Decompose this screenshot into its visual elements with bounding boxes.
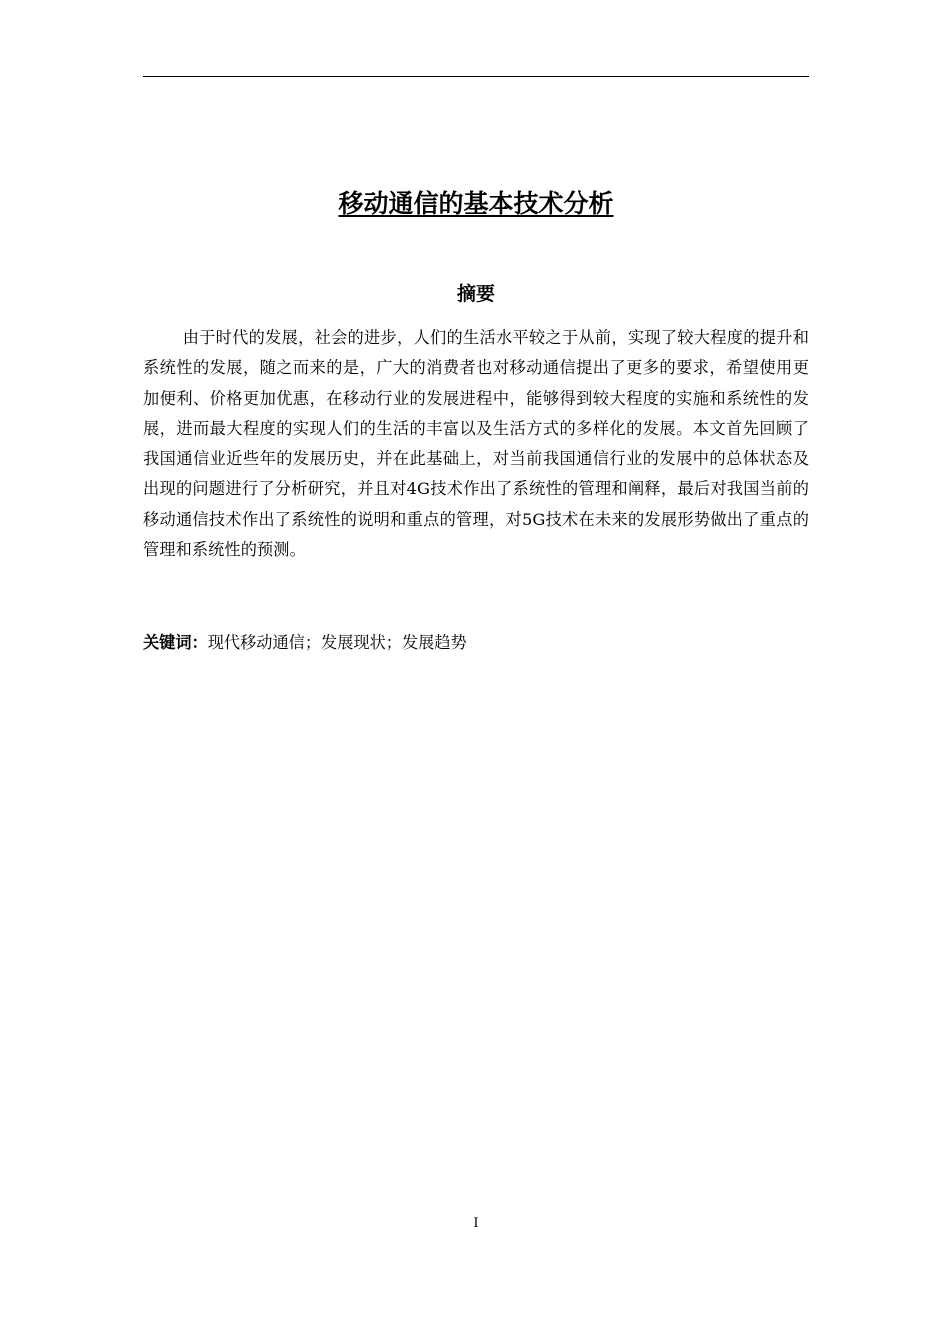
keywords-label: 关键词：: [143, 633, 208, 652]
abstract-paragraph: 由于时代的发展，社会的进步，人们的生活水平较之于从前，实现了较大程度的提升和系统性的发展，随之而来的是，广大的消费者也对移动通信提出了更多的要求，希望使用更加便利、价格更加优惠，在移动行业的发展进程中，能够得到较大程度的实施和系统性的发展，进而最大程度的实现人们的生活的丰富以及生活方式的多样化的发展。本文首先回顾了我国通信业近些年的发展历史，并在此基础上，对当前我国通信行业的发展中的总体状态及出现的问题进行了分析研究，并且对4G技术作出了系统性的管理和阐释，最后对我国当前的移动通信技术作出了系统性的说明和重点的管理，对5G技术在未来的发展形势做出了重点的管理和系统性的预测。: [143, 328, 809, 560]
page-number: I: [473, 1216, 479, 1231]
header-rule: [143, 76, 809, 77]
abstract-heading: 摘要: [456, 283, 495, 305]
keywords-line: [143, 628, 809, 658]
document-title: 移动通信的基本技术分析: [338, 189, 614, 218]
keywords-text: 现代移动通信；发展现状；发展趋势: [207, 633, 467, 652]
